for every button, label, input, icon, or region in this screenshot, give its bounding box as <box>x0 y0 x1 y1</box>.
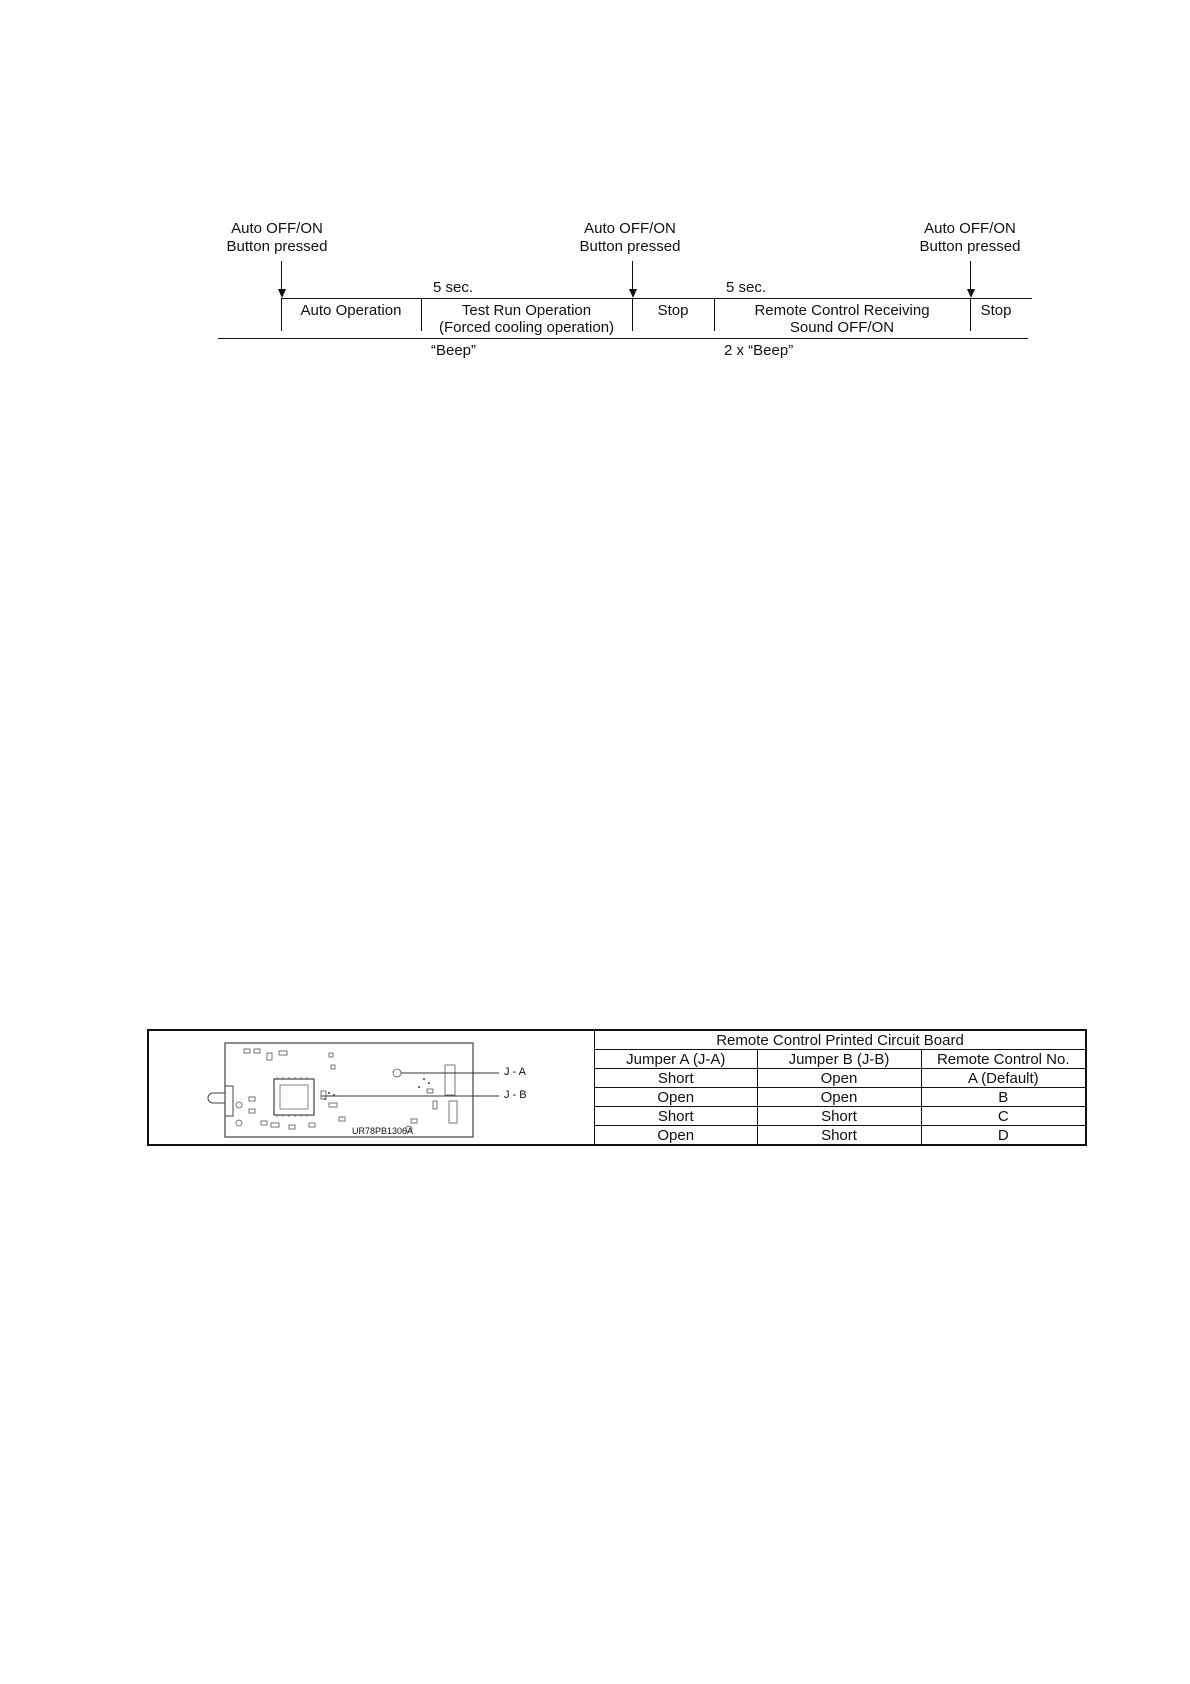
jumper-setting-figure <box>147 1029 1087 1146</box>
segment-line1: Remote Control Receiving <box>754 302 930 319</box>
table-header-row <box>595 1050 1085 1069</box>
beep-label-1: “Beep” <box>431 342 477 359</box>
cell-jumper-a: Short <box>595 1107 757 1126</box>
segment-auto-operation <box>281 302 421 319</box>
segment-line1: Stop <box>980 302 1012 319</box>
cell-remote-no: A (Default) <box>921 1069 1085 1088</box>
delay-label-1: 5 sec. <box>433 279 474 296</box>
segment-stop-1 <box>632 302 714 319</box>
cell-jumper-b: Open <box>757 1069 921 1088</box>
timeline-baseline <box>218 338 1028 339</box>
segment-test-run <box>421 302 632 336</box>
header-jumper-a: Jumper A (J-A) <box>595 1050 757 1069</box>
box-top-line <box>281 298 1032 299</box>
board-code-label: UR78PB1306A <box>352 1126 414 1136</box>
arrow-head-icon <box>629 289 637 298</box>
header-jumper-b: Jumper B (J-B) <box>757 1050 921 1069</box>
table-row <box>595 1107 1085 1126</box>
cell-jumper-a: Open <box>595 1088 757 1107</box>
segment-line2: Sound OFF/ON <box>789 319 895 336</box>
press-label-line2: Button pressed <box>579 238 681 255</box>
cell-jumper-b: Short <box>757 1107 921 1126</box>
cell-remote-no: B <box>921 1088 1085 1107</box>
beep-label-2: 2 x “Beep” <box>724 342 794 359</box>
table-title: Remote Control Printed Circuit Board <box>595 1031 1085 1050</box>
press-label-line2: Button pressed <box>919 238 1021 255</box>
callout-j-a: J - A <box>504 1066 527 1078</box>
segment-stop-2 <box>970 302 1022 319</box>
cell-jumper-b: Short <box>757 1126 921 1145</box>
table-row <box>595 1126 1085 1145</box>
arrow-head-icon <box>967 289 975 298</box>
press-label-line1: Auto OFF/ON <box>231 220 323 237</box>
table-row <box>595 1069 1085 1088</box>
segment-line1: Stop <box>657 302 689 319</box>
jumper-table <box>595 1031 1085 1144</box>
press-label-2 <box>565 220 695 256</box>
cell-remote-no: D <box>921 1126 1085 1145</box>
callout-j-b: J - B <box>504 1089 527 1101</box>
press-label-line1: Auto OFF/ON <box>584 220 676 237</box>
delay-label-2: 5 sec. <box>726 279 767 296</box>
arrow-down-icon <box>970 261 971 289</box>
press-label-3 <box>905 220 1035 256</box>
press-label-1 <box>212 220 342 256</box>
segment-remote-sound <box>714 302 970 336</box>
cell-jumper-b: Open <box>757 1088 921 1107</box>
segment-line2: (Forced cooling operation) <box>438 319 615 336</box>
cell-remote-no: C <box>921 1107 1085 1126</box>
press-label-line2: Button pressed <box>226 238 328 255</box>
press-label-line1: Auto OFF/ON <box>924 220 1016 237</box>
arrow-down-icon <box>281 261 282 289</box>
header-remote-no: Remote Control No. <box>921 1050 1085 1069</box>
segment-line1: Test Run Operation <box>461 302 592 319</box>
arrow-head-icon <box>278 289 286 298</box>
pcb-drawing-panel <box>149 1031 595 1144</box>
arrow-down-icon <box>632 261 633 289</box>
cell-jumper-a: Short <box>595 1069 757 1088</box>
segment-line1: Auto Operation <box>300 302 402 319</box>
cell-jumper-a: Open <box>595 1126 757 1145</box>
table-row <box>595 1088 1085 1107</box>
